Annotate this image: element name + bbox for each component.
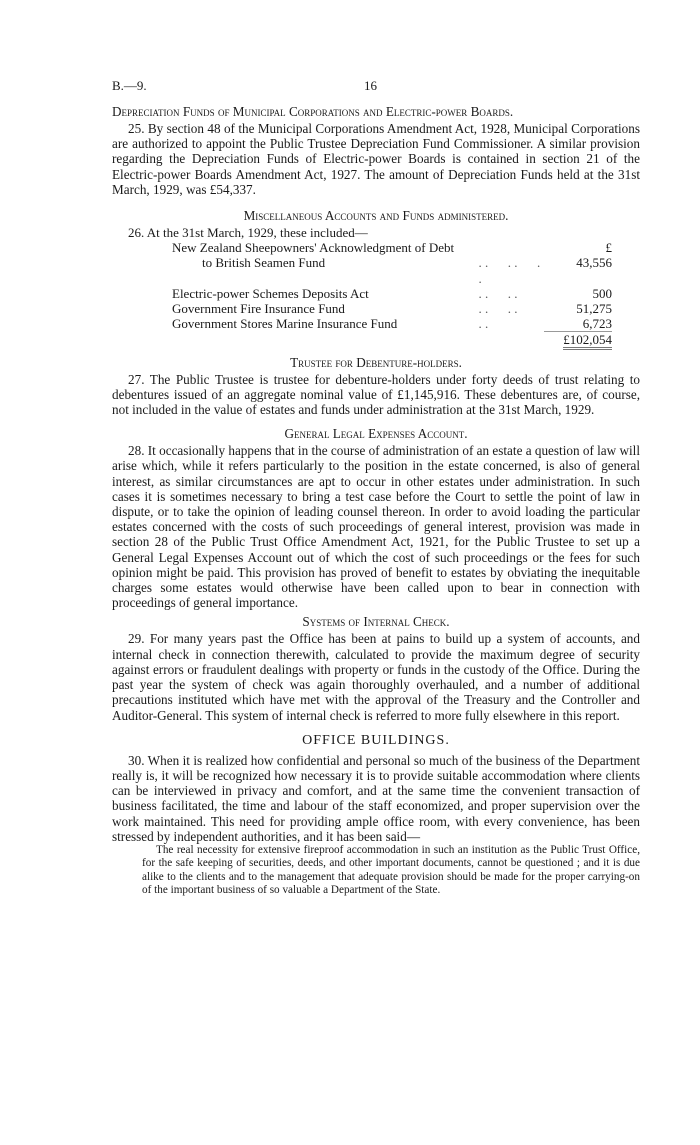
paragraph-27: 27. The Public Trustee is trustee for debenture-holders under forty deeds of trust relating to debentures issued of an aggregate nominal value of £1,145,916. These debentures are, of course, not included in the value of estates and funds under administration at the 31st March, 1929. — [112, 371, 640, 418]
table-row — [172, 316, 612, 331]
account-label: New Zealand Sheepowners' Acknowledgment of Debt — [172, 240, 455, 256]
leader-dots: . . . . — [478, 285, 518, 301]
account-amount: 500 — [592, 285, 612, 301]
currency-header: £ — [605, 240, 612, 256]
account-label: to British Seamen Fund — [202, 255, 326, 271]
table-row — [172, 255, 612, 285]
account-label: Government Stores Marine Insurance Fund — [172, 316, 398, 332]
account-amount: 51,275 — [576, 301, 612, 317]
table-row — [172, 286, 612, 301]
paragraph-26-intro: 26. At the 31st March, 1929, these included— — [128, 225, 368, 241]
account-label: Government Fire Insurance Fund — [172, 301, 345, 317]
section-heading-legal-expenses: General Legal Expenses Account. — [284, 426, 468, 442]
leader-dots: . . — [478, 316, 489, 332]
section-heading-depreciation-funds: Depreciation Funds of Municipal Corporations and Electric-power Boards. — [112, 104, 514, 119]
paragraph-28: 28. It occasionally happens that in the course of administration of an estate a question of law will arise which, while it refers particularly to the position in the estate concerned, is also of general interest, as similar circumstances are apt to occur in other estates under administration. In such cases it is sometimes necessary to bring a test case before the Court to settle the point of law in dispute, or to take the opinion of leading counsel thereon. In order to avoid loading the particular estates concerned with the costs of such proceedings of general interest, provision was made in section 28 of the Public Trust Office Amendment Act, 1921, for the Public Trustee to set up a General Legal Expenses Account out of which the cost of such proceedings or the fees for such opinion might be paid. This provision has proved of benefit to estates by obviating the inequitable charges some estates would otherwise have been called upon to bear in connection with proceedings of general importance. — [112, 443, 640, 611]
block-quote: The real necessity for extensive fireproof accommodation in such an institution as the Public Trust Office, for the safe keeping of securities, deeds, and other important documents, cannot be questioned ; and it is due alike to the clients and to the management that adequate provision should be made for the proper carrying-on of the important business of so valuable a Department of the State. — [142, 843, 640, 897]
section-heading-office-buildings: OFFICE BUILDINGS. — [302, 732, 450, 748]
leader-dots: . . . . . . — [478, 255, 541, 286]
table-row — [172, 301, 612, 316]
table-row — [172, 332, 612, 347]
table-row — [172, 240, 612, 255]
section-heading-internal-check: Systems of Internal Check. — [302, 614, 450, 630]
account-amount: 43,556 — [576, 255, 612, 271]
page-header — [112, 78, 640, 100]
account-label: Electric-power Schemes Deposits Act — [172, 285, 369, 301]
paragraph-25: 25. By section 48 of the Municipal Corporations Amendment Act, 1928, Municipal Corporations are authorized to appoint the Public Trustee Depreciation Fund Commissioner. A similar provision regarding the Depreciation Funds of Electric-power Boards is contained in section 21 of the Electric-power Boards Amendment Act, 1927. The amount of Depreciation Funds held at the 31st March, 1929, was £54,337. — [112, 121, 640, 197]
accounts-table — [172, 240, 612, 347]
paragraph-29: 29. For many years past the Office has been at pains to build up a system of accounts, and internal check in connection therewith, calculated to provide the maximum degree of security against errors or fraudulent dealings with property or funds in the custody of the Office. During the past year the system of check was again thoroughly overhauled, and a number of additional precautions instituted which have met with the approval of the Treasury and the Controller and Auditor-General. This system of internal check is referred to more fully elsewhere in this report. — [112, 631, 640, 723]
leader-dots: . . . . — [478, 301, 518, 317]
document-reference: B.—9. — [112, 78, 147, 93]
section-heading-miscellaneous-accounts: Miscellaneous Accounts and Funds administered. — [243, 208, 509, 224]
accounts-list — [128, 225, 612, 348]
paragraph-30: 30. When it is realized how confidential and personal so much of the business of the Department really is, it will be recognized how necessary it is to provide suitable accommodation where clients can be interviewed in privacy and comfort, and at the same time the convenient transaction of business facilitated, the time and labour of the staff economized, and proper supervision over the work maintained. This need for providing ample office room, with every convenience, has been stressed by independent authorities, and it has been said— — [112, 752, 640, 844]
section-heading-debenture-holders: Trustee for Debenture-holders. — [290, 354, 462, 370]
document-page — [112, 78, 640, 898]
account-amount: 6,723 — [582, 316, 612, 332]
accounts-total: £102,054 — [563, 332, 612, 350]
page-number: 16 — [364, 78, 377, 93]
